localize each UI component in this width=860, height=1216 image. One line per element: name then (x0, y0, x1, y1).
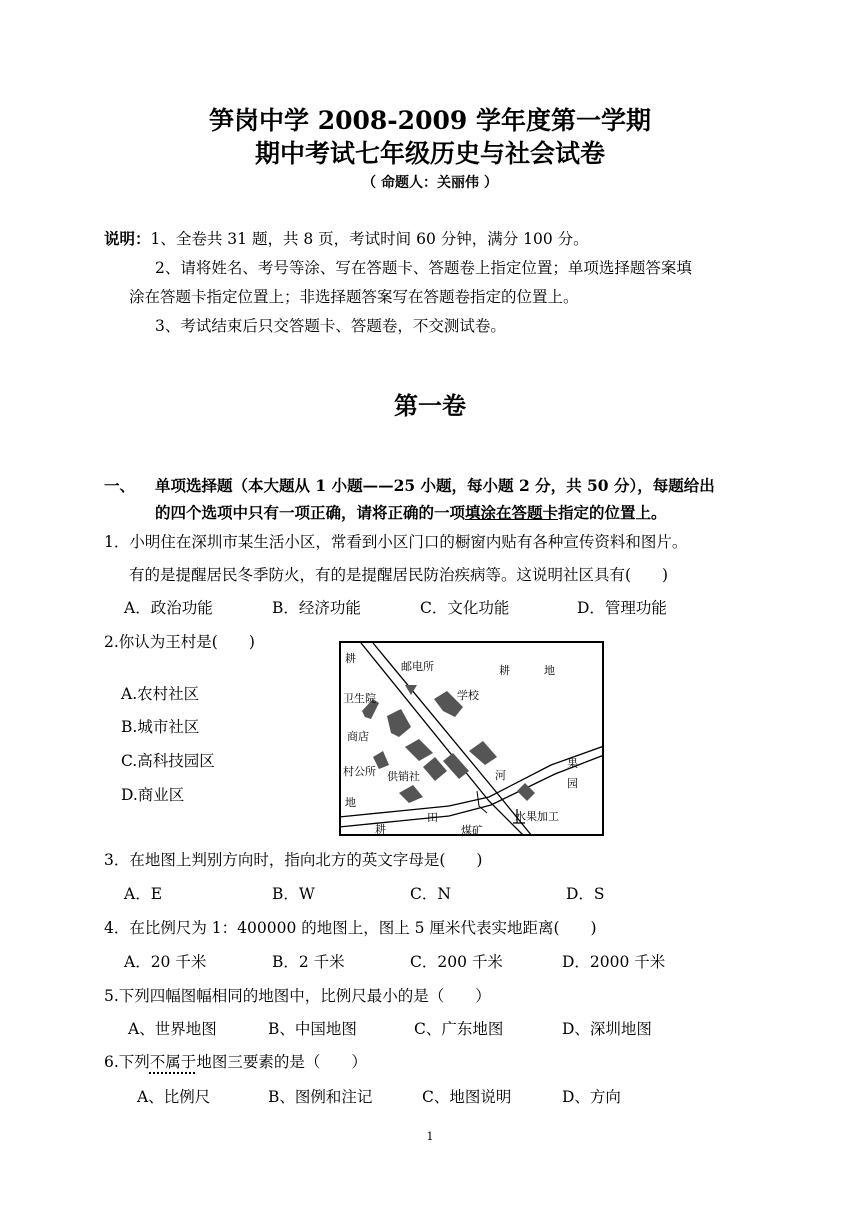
q4-option-a: A．20 千米 (124, 953, 207, 971)
q6-option-c: C、地图说明 (422, 1088, 512, 1106)
q5-option-c: C、广东地图 (414, 1020, 504, 1038)
map-label-di1: 地 (544, 664, 555, 677)
map-label-post-office: 邮电所 (401, 660, 434, 673)
instructions-line1: 说明：1、全卷共 31 题，共 8 页，考试时间 60 分钟，满分 100 分。 (104, 229, 589, 248)
map-label-geng1: 耕 (345, 652, 356, 665)
map-label-shop: 商店 (347, 730, 369, 743)
q6-option-b: B、图例和注记 (268, 1088, 373, 1106)
q6-stem: 6.下列不属于地图三要素的是（ ） (104, 1053, 367, 1071)
instructions-label: 说明： (104, 229, 151, 248)
q2-option-c: C.高科技园区 (121, 752, 215, 770)
section1-line1: 单项选择题（本大题从 1 小题——25 小题，每小题 2 分，共 50 分），每题给出 (155, 476, 715, 495)
q2-option-b: B.城市社区 (121, 718, 200, 736)
map-label-school: 学校 (457, 689, 479, 702)
q3-option-a: A．E (124, 885, 163, 903)
q5-option-d: D、深圳地图 (562, 1020, 652, 1038)
q5-stem: 5.下列四幅图幅相同的地图中，比例尺最小的是（ ） (104, 987, 491, 1005)
map-label-orchard1: 果 (567, 757, 578, 770)
q1-option-a: A．政治功能 (124, 599, 213, 617)
instructions-line4: 3、考试结束后只交答题卡、答题卷，不交测试卷。 (155, 317, 506, 335)
q4-stem: 4．在比例尺为 1：400000 的地图上，图上 5 厘米代表实地距离( ) (104, 919, 597, 937)
q3-stem: 3．在地图上判别方向时，指向北方的英文字母是( ) (104, 851, 483, 869)
q3-option-d: D．S (566, 885, 605, 903)
map-frame (340, 642, 603, 835)
map-label-river: 河 (495, 769, 506, 782)
section1-underlined: 填涂在答题卡 (465, 503, 559, 522)
map-label-clinic: 卫生院 (343, 692, 376, 705)
map-label-field: 田 (427, 811, 438, 824)
q5-option-b: B、中国地图 (268, 1020, 357, 1038)
q2-option-d: D.商业区 (121, 786, 185, 804)
q2-option-a: A.农村社区 (121, 685, 200, 703)
q3-option-b: B．W (272, 885, 315, 903)
map-label-mine: 煤矿 (461, 824, 483, 836)
q6-option-a: A、比例尺 (137, 1088, 211, 1106)
map-label-geng2: 耕 (499, 664, 510, 677)
q3-option-c: C．N (410, 885, 451, 903)
map-label-orchard2: 园 (567, 777, 578, 790)
q1-option-d: D．管理功能 (577, 599, 667, 617)
section1-line2: 的四个选项中只有一项正确，请将正确的一项填涂在答题卡指定的位置上。 (155, 503, 667, 522)
map-label-village-office: 村公所 (343, 765, 376, 778)
q6-option-d: D、方向 (562, 1088, 621, 1106)
q2-stem: 2.你认为王村是( ) (104, 633, 255, 651)
q4-option-c: C．200 千米 (410, 953, 503, 971)
q4-option-d: D．2000 千米 (562, 953, 666, 971)
map-label-fruit-processing: 水果加工 (515, 810, 559, 823)
map-label-di2: 地 (345, 796, 356, 809)
q1-option-b: B．经济功能 (272, 599, 361, 617)
q4-option-b: B．2 千米 (272, 953, 345, 971)
section1-number: 一、 (104, 476, 136, 495)
instructions-line3: 涂在答题卡指定位置上；非选择题答案写在答题卷指定的位置上。 (129, 288, 579, 306)
q1-stem-line1: 1．小明住在深圳市某生活小区，常看到小区门口的橱窗内贴有各种宣传资料和图片。 (104, 533, 688, 551)
exam-title-line2: 期中考试七年级历史与社会试卷 (254, 139, 605, 168)
q6-emphasis: 不属于 (149, 1053, 197, 1071)
map-label-geng3: 耕 (375, 823, 386, 836)
exam-title-line1: 笋岗中学 2008-2009 学年度第一学期 (209, 106, 651, 135)
q5-option-a: A、世界地图 (128, 1020, 217, 1038)
village-map (339, 641, 604, 836)
exam-author: （ 命题人：关丽伟 ） (362, 175, 498, 191)
q1-stem-line2: 有的是提醒居民冬季防火，有的是提醒居民防治疾病等。这说明社区具有( ) (129, 566, 669, 584)
volume-title: 第一卷 (394, 391, 466, 420)
instructions-line2: 2、请将姓名、考号等涂、写在答题卡、答题卷上指定位置；单项选择题答案填 (155, 259, 692, 277)
page-number: 1 (426, 1130, 434, 1143)
q1-option-c: C．文化功能 (420, 599, 510, 617)
map-label-coop: 供销社 (387, 770, 420, 783)
